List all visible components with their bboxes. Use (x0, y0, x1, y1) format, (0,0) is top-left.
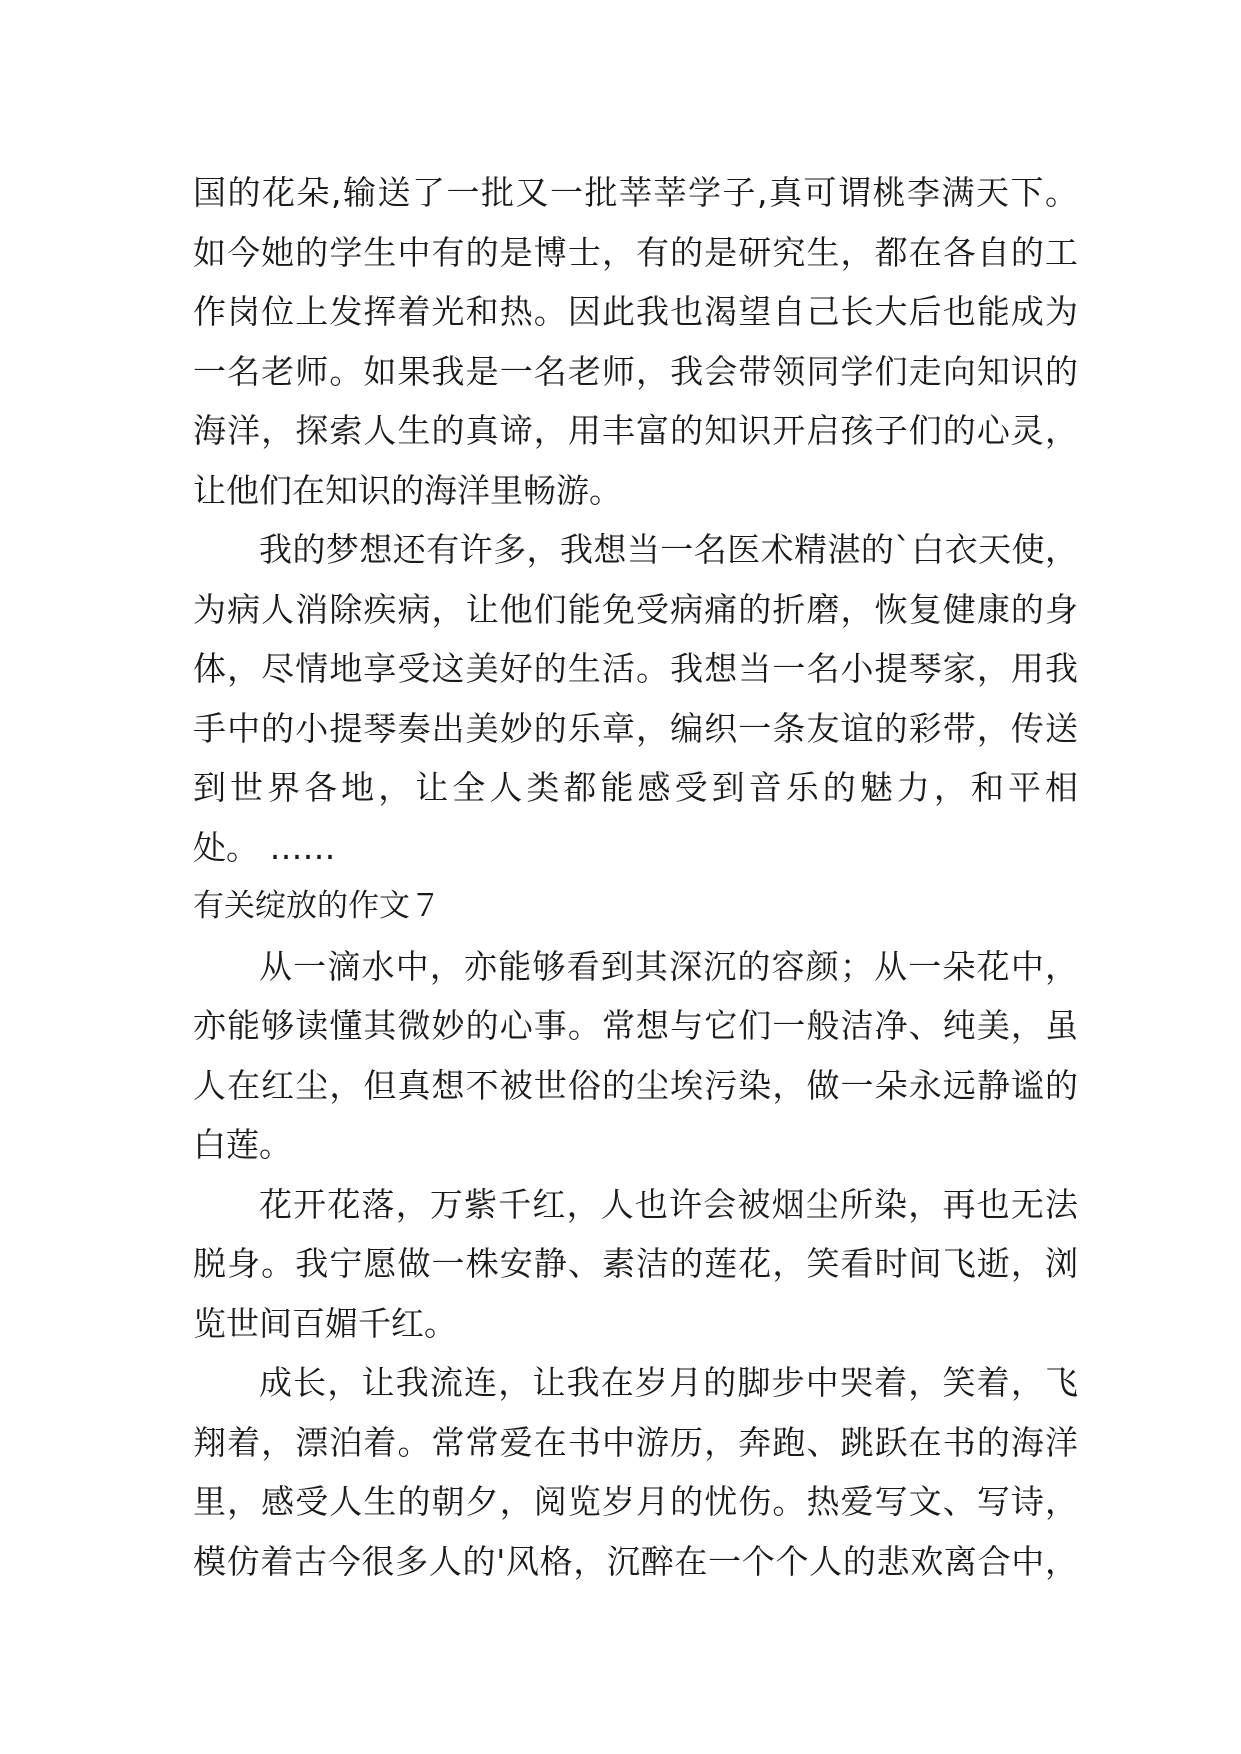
text-line: 手中的小提琴奏出美妙的乐章，编织一条友谊的彩带，传送 (193, 708, 1078, 748)
essay-text (193, 163, 1078, 1591)
paragraph-first-line: 成长，让我流连，让我在岁月的脚步中哭着，笑着，飞 (259, 1363, 1078, 1402)
text-line: 脱身。我宁愿做一株安静、素洁的莲花，笑看时间飞逝，浏 (193, 1244, 1078, 1283)
text-line: 览世间百媚千红。 (193, 1303, 457, 1343)
text-line: 一名老师。如果我是一名老师，我会带领同学们走向知识的 (193, 351, 1078, 391)
text-line: 让他们在知识的海洋里畅游。 (193, 470, 622, 510)
text-line: 到世界各地，让全人类都能感受到音乐的魅力，和平相 (193, 768, 1078, 807)
text-line: 如今她的学生中有的是博士，有的是研究生，都在各自的工 (193, 232, 1078, 272)
paragraph-first-line: 从一滴水中，亦能够看到其深沉的容颜；从一朵花中， (259, 946, 1078, 986)
text-line: 模仿着古今很多人的'风格，沉醉在一个个人的悲欢离合中， (193, 1541, 1078, 1581)
text-line: 体，尽情地享受这美好的生活。我想当一名小提琴家，用我 (193, 649, 1078, 688)
section-heading: 有关绽放的作文７ (193, 888, 441, 924)
text-line: 作岗位上发挥着光和热。因此我也渴望自己长大后也能成为 (193, 292, 1078, 331)
text-line: 海洋，探索人生的真谛，用丰富的知识开启孩子们的心灵， (193, 411, 1078, 450)
text-line: 国的花朵,输送了一批又一批莘莘学子,真可谓桃李满天下。 (193, 173, 1078, 212)
text-line: 白莲。 (193, 1125, 292, 1164)
text-line: 里，感受人生的朝夕，阅览岁月的忧伤。热爱写文、写诗， (193, 1482, 1078, 1521)
paragraph-first-line: 花开花落，万紫千红，人也许会被烟尘所染，再也无法 (259, 1184, 1078, 1224)
text-line: 亦能够读懂其微妙的心事。常想与它们一般洁净、纯美，虽 (193, 1006, 1078, 1045)
text-line: 处。 …… (193, 827, 336, 867)
text-line: 翔着，漂泊着。常常爱在书中游历，奔跑、跳跃在书的海洋 (193, 1422, 1078, 1462)
paragraph-first-line: 我的梦想还有许多，我想当一名医术精湛的`白衣天使， (259, 530, 1078, 569)
text-line: 为病人消除疾病，让他们能免受病痛的折磨，恢复健康的身 (193, 589, 1078, 629)
text-line: 人在红尘，但真想不被世俗的尘埃污染，做一朵永远静谧的 (193, 1065, 1078, 1105)
